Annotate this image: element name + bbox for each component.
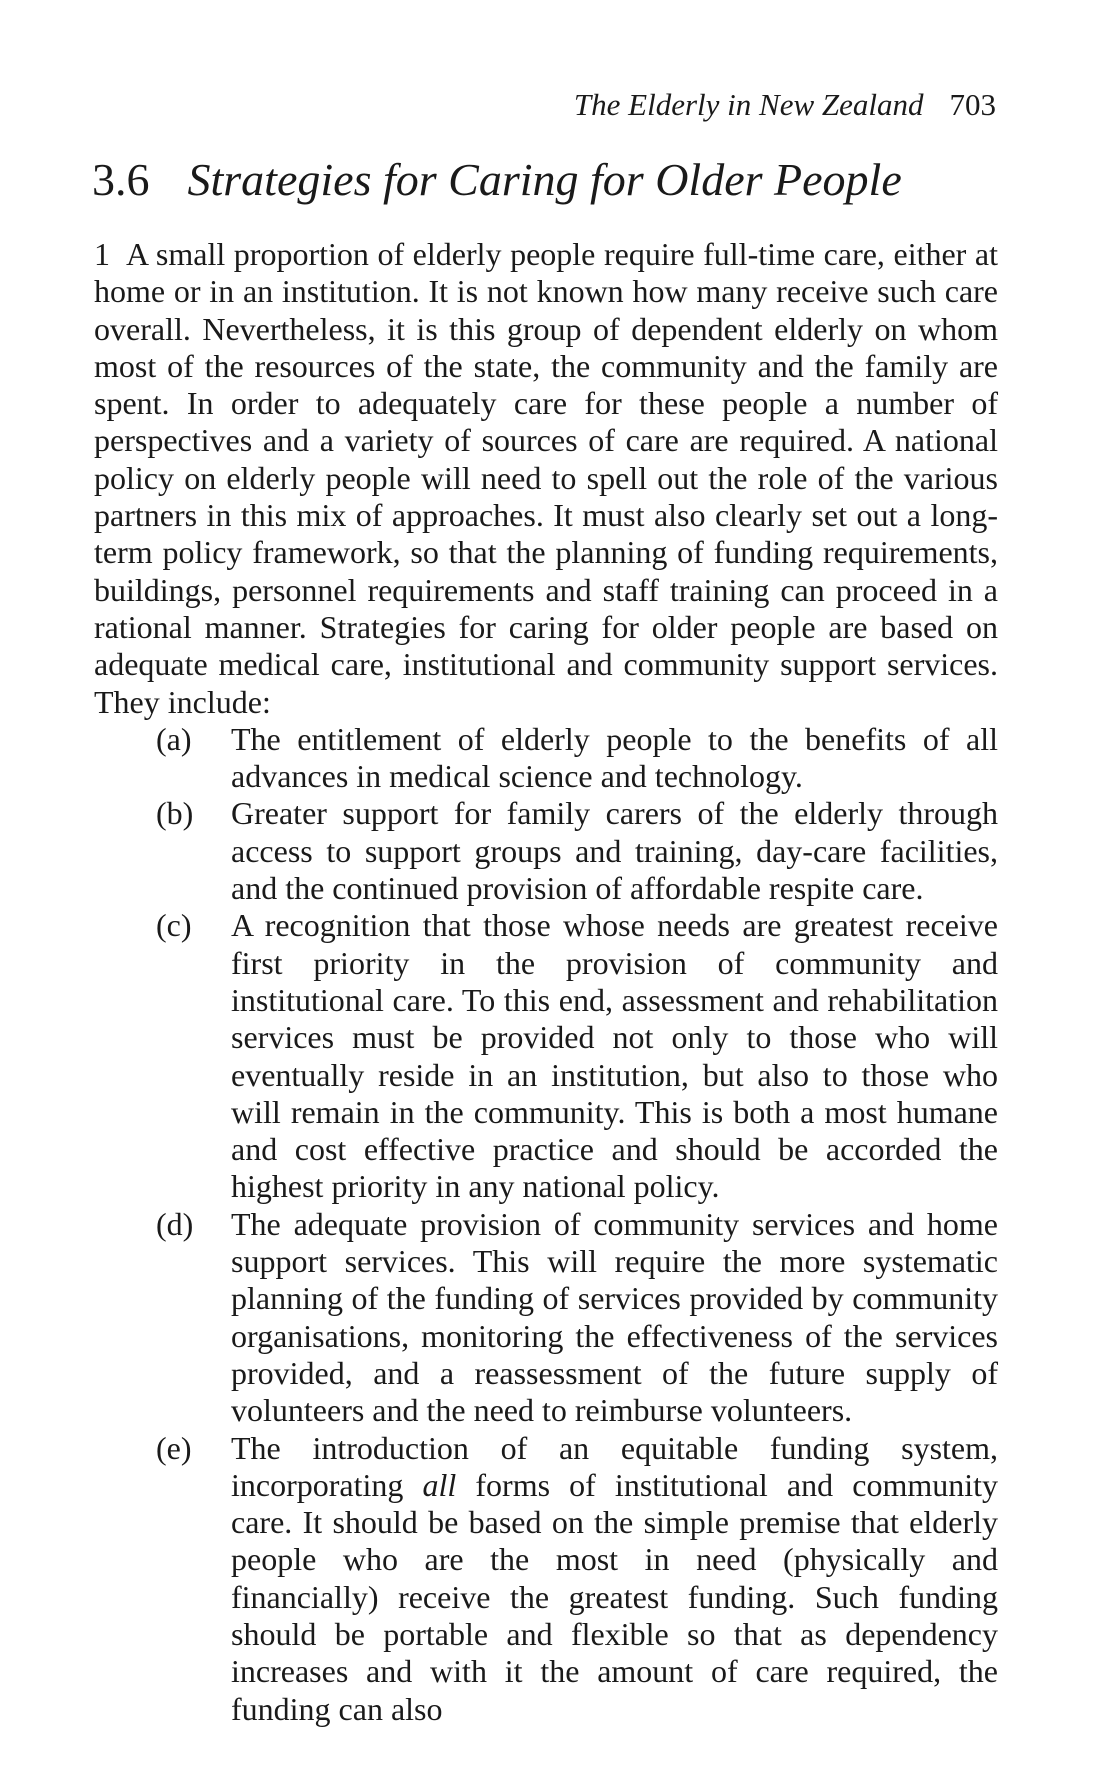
list-item-c [94, 907, 998, 1205]
list-item-text-end: forms of institutional and community care. It should be based on the simple premise that elderly people who are the most in need (physically and financially) receive the greatest funding. Such funding should be portable and flexible so that as dependency increases and with it the amount of care required, the funding can also [231, 1466, 998, 1727]
section-heading [92, 152, 902, 208]
list-marker: (a) [156, 720, 192, 757]
list-marker: (c) [156, 907, 192, 944]
list-item-text: A recognition that those whose needs are greatest receive first priority in the provision of community and institutional care. To this end, assessment and rehabilitation services must be provided not only to those who will eventually reside in an institution, but also to those who will remain in the community. This is both a most humane and cost effective practice and should be accorded the highest priority in any national policy. [231, 907, 998, 1205]
list-item-text: The entitlement of elderly people to the benefits of all advances in medical science and technology. [231, 720, 998, 795]
paragraph-1 [94, 236, 998, 721]
paragraph-text: A small proportion of elderly people require full-time care, either at home or in an institution. It is not known how many receive such care overall. Nevertheless, it is this group of dependent elderly on whom most of the resources of the state, the community and the family are spent. In order to adequately care for these people a number of perspectives and a variety of sources of care are required. A national policy on elderly people will need to spell out the role of the various partners in this mix of approaches. It must also clearly set out a long-term policy framework, so that the planning of funding requirements, buildings, personnel requirements and staff training can proceed in a rational manner. Strategies for caring for older people are based on adequate medical care, institutional and community support services. They include: [94, 236, 998, 720]
section-title: Strategies for Caring for Older People [187, 154, 902, 205]
page-number: 703 [949, 87, 996, 122]
list-item-b [94, 795, 998, 907]
list-item-a [94, 721, 998, 796]
emphasis-all: all [422, 1466, 457, 1503]
list-item-d [94, 1206, 998, 1430]
list-item-e [94, 1430, 998, 1728]
running-head [574, 86, 996, 124]
body-text [94, 236, 998, 1728]
running-head-title: The Elderly in New Zealand [573, 87, 924, 122]
list-item-text-start: The introduction of an equitable funding system, incorporating [231, 1429, 998, 1503]
list-item-text [231, 1430, 998, 1727]
list-item-text: The adequate provision of community services and home support services. This will require the more systematic planning of the funding of services provided by community organisations, monitoring the effectiveness of the services provided, and a reassessment of the future supply of volunteers and the need to reimburse volunteers. [231, 1205, 998, 1429]
strategy-list [94, 721, 998, 1728]
list-marker: (b) [156, 795, 194, 832]
section-number: 3.6 [92, 154, 150, 205]
paragraph-number: 1 [94, 236, 110, 272]
list-marker: (d) [156, 1205, 194, 1242]
list-marker: (e) [156, 1429, 192, 1466]
list-item-text: Greater support for family carers of the elderly through access to support groups and training, day-care facilities, and the continued provision of affordable respite care. [231, 795, 998, 907]
